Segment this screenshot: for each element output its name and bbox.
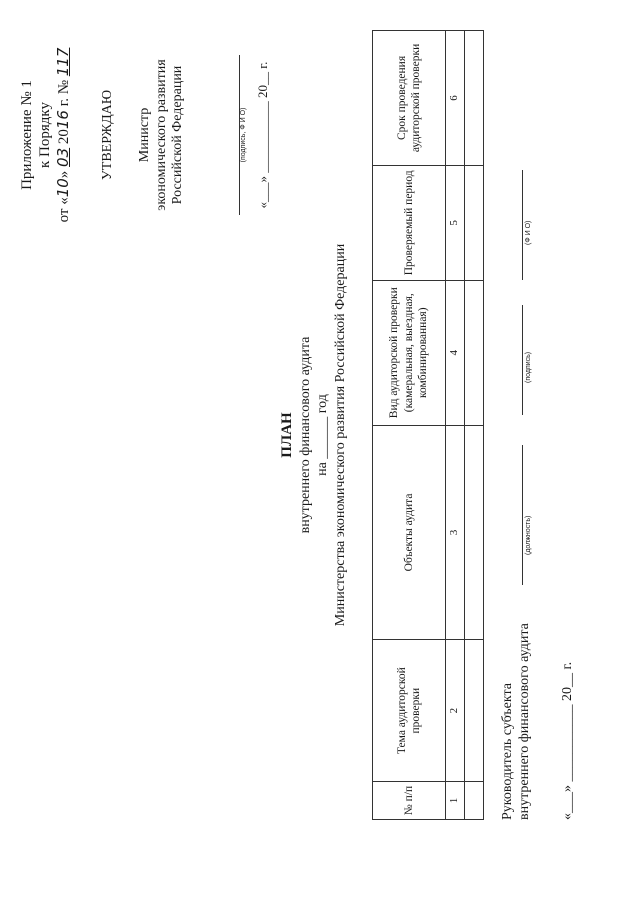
signature-line <box>229 55 240 215</box>
empty-cell <box>465 165 484 280</box>
name-caption: (Ф И О) <box>525 220 532 245</box>
approval-title: УТВЕРЖДАЮ <box>100 89 115 181</box>
empty-cell <box>465 425 484 640</box>
footer-head-line: Руководитель субъекта <box>500 683 515 820</box>
empty-cell <box>465 31 484 166</box>
header-cell: Проверяемый период <box>373 165 446 280</box>
header-cell: № п/п <box>373 782 446 820</box>
number-cell: 4 <box>446 280 465 425</box>
number-cell: 2 <box>446 640 465 782</box>
signature-line <box>522 305 523 415</box>
footer-date: «___» ___________ 20__ г. <box>560 661 575 820</box>
approval-block <box>100 20 270 250</box>
appendix-title: Приложение № 1 <box>19 80 35 190</box>
number-cell: 1 <box>446 782 465 820</box>
table-number-row <box>446 31 465 820</box>
footer-head-label <box>500 623 534 820</box>
approval-date: «___» ___________ 20__ г. <box>254 61 270 209</box>
empty-cell <box>465 280 484 425</box>
plan-title: ПЛАН <box>279 412 295 458</box>
header-cell: Срок проведения аудиторской проверки <box>373 31 446 166</box>
approval-position: Министр <box>136 107 152 163</box>
header-cell: Вид аудиторской проверки (камеральная, выездная, комбинированная) <box>373 280 446 425</box>
table-header-row <box>373 31 446 820</box>
appendix-block <box>18 20 73 250</box>
number-cell: 6 <box>446 31 465 166</box>
header-cell: Тема аудиторской проверки <box>373 640 446 782</box>
position-caption: (должность) <box>525 515 532 555</box>
handwritten-month: 03 <box>54 147 72 167</box>
signature-caption: (подпись) <box>525 351 532 383</box>
plan-subtitle: внутреннего финансового аудита <box>297 336 313 534</box>
empty-cell <box>465 640 484 782</box>
number-cell: 3 <box>446 425 465 640</box>
audit-plan-table <box>372 30 484 820</box>
handwritten-year: 16 <box>54 110 72 130</box>
plan-year: на ______ год <box>315 394 331 476</box>
appendix-order: к Порядку <box>37 102 53 168</box>
empty-cell <box>465 782 484 820</box>
plan-heading <box>278 165 349 705</box>
signature-caption: (подпись, Ф И О) <box>240 107 248 163</box>
approval-position: Российской Федерации <box>170 65 186 205</box>
footer-head-line: внутреннего финансового аудита <box>516 623 532 820</box>
handwritten-number: 117 <box>54 47 72 77</box>
table-row <box>465 31 484 820</box>
appendix-date: от «10» 03 2016 г. № 117 <box>54 47 72 223</box>
approval-position: экономического развития <box>153 59 169 211</box>
position-line <box>522 445 523 585</box>
number-cell: 5 <box>446 165 465 280</box>
header-cell: Объекты аудита <box>373 425 446 640</box>
plan-ministry: Министерства экономического развития Российской Федерации <box>332 243 348 627</box>
name-line <box>522 170 523 280</box>
handwritten-day: 10 <box>54 178 72 198</box>
